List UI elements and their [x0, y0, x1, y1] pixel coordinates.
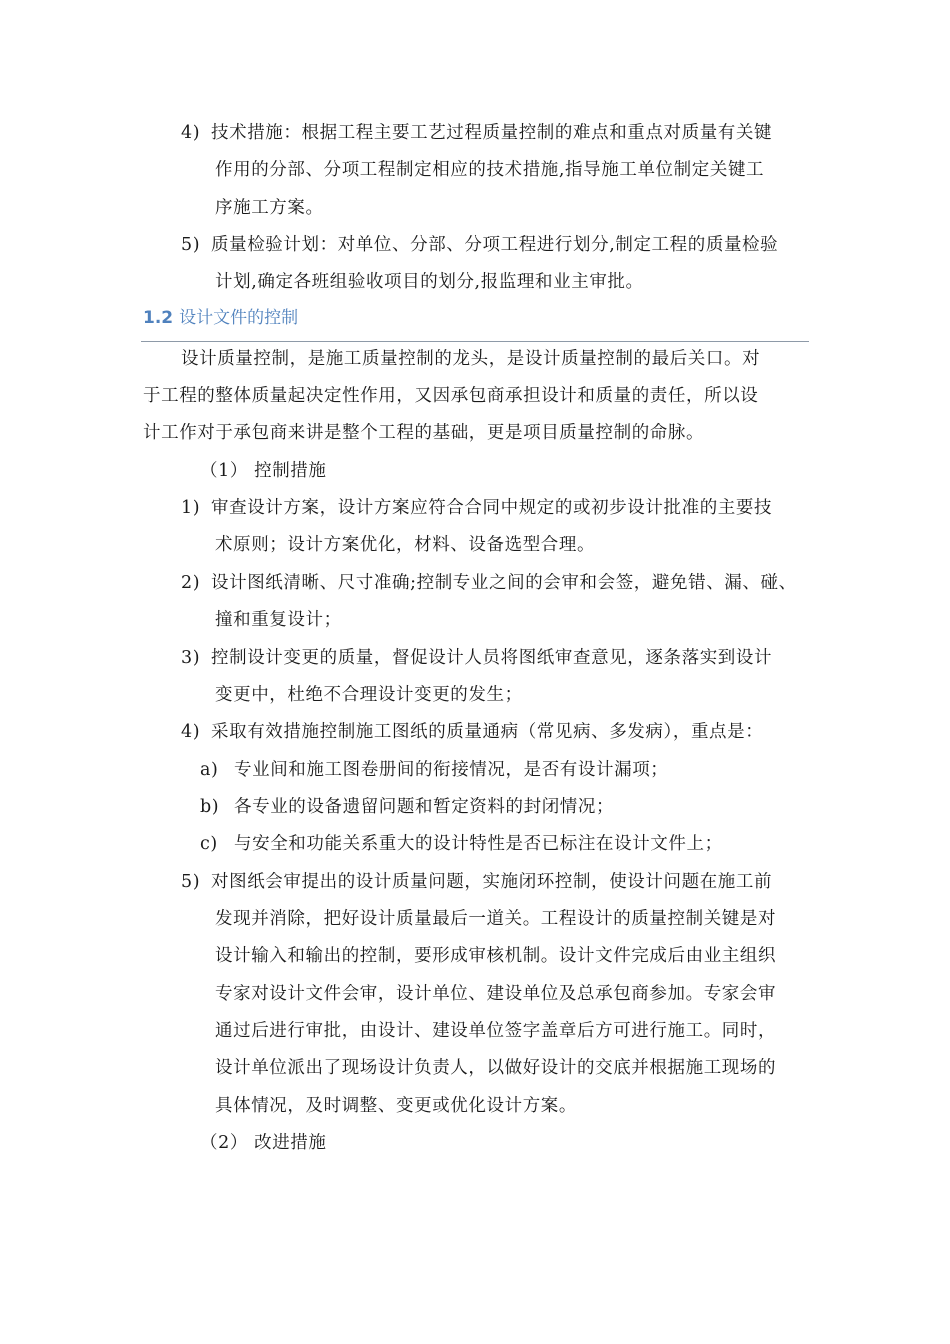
list-item-text: 具体情况，及时调整、变更或优化设计方案。: [215, 1096, 577, 1116]
list-item-text: 质量检验计划：对单位、分部、分项工程进行划分,制定工程的质量检验: [211, 235, 779, 255]
list-marker: 3): [181, 648, 201, 668]
sublist-item-text: 与安全和功能关系重大的设计特性是否已标注在设计文件上；: [234, 834, 723, 854]
list-item-text: 审查设计方案，设计方案应符合合同中规定的或初步设计批准的主要技: [211, 498, 773, 518]
list-marker: 1): [181, 498, 201, 518]
list-item-text: 变更中，杜绝不合理设计变更的发生；: [215, 685, 523, 705]
list-marker: 4): [181, 722, 201, 742]
list-item-text: 通过后进行审批，由设计、建设单位签字盖章后方可进行施工。同时，: [215, 1021, 777, 1041]
list-item-text: 设计输入和输出的控制，要形成审核机制。设计文件完成后由业主组织: [215, 946, 777, 966]
subheading: （2） 改进措施: [200, 1133, 327, 1153]
paragraph-line: 计工作对于承包商来讲是整个工程的基础，更是项目质量控制的命脉。: [143, 423, 705, 443]
list-marker: 5): [181, 235, 201, 255]
list-item-text: 专家对设计文件会审，设计单位、建设单位及总承包商参加。专家会审: [215, 984, 777, 1004]
list-item-text: 发现并消除，把好设计质量最后一道关。工程设计的质量控制关键是对: [215, 909, 777, 929]
list-item-text: 序施工方案。: [215, 198, 324, 218]
list-marker: 5): [181, 872, 201, 892]
sublist-marker: b): [200, 797, 220, 817]
section-number: 1.2: [143, 308, 174, 328]
paragraph-line: 于工程的整体质量起决定性作用，又因承包商承担设计和质量的责任，所以设: [143, 386, 759, 406]
sublist-item-text: 专业间和施工图卷册间的衔接情况，是否有设计漏项；: [234, 760, 669, 780]
list-item-text: 控制设计变更的质量，督促设计人员将图纸审查意见，逐条落实到设计: [211, 648, 773, 668]
list-item-text: 技术措施：根据工程主要工艺过程质量控制的难点和重点对质量有关键: [211, 123, 773, 143]
list-item-text: 计划,确定各班组验收项目的划分,报监理和业主审批。: [215, 272, 644, 292]
list-item-text: 撞和重复设计；: [215, 610, 342, 630]
list-item-text: 采取有效措施控制施工图纸的质量通病（常见病、多发病），重点是：: [211, 722, 764, 742]
paragraph-line: 设计质量控制，是施工质量控制的龙头，是设计质量控制的最后关口。对: [181, 349, 761, 369]
sublist-marker: a): [200, 760, 219, 780]
list-item-text: 作用的分部、分项工程制定相应的技术措施,指导施工单位制定关键工: [215, 160, 765, 180]
heading-rule: [141, 341, 809, 342]
sublist-item-text: 各专业的设备遗留问题和暂定资料的封闭情况；: [234, 797, 615, 817]
section-title: 设计文件的控制: [179, 308, 299, 328]
list-marker: 4): [181, 123, 201, 143]
list-marker: 2): [181, 573, 201, 593]
list-item-text: 设计单位派出了现场设计负责人，以做好设计的交底并根据施工现场的: [215, 1058, 777, 1078]
subheading: （1） 控制措施: [200, 461, 327, 481]
section-heading: [143, 305, 298, 331]
list-item-text: 术原则；设计方案优化，材料、设备选型合理。: [215, 535, 596, 555]
list-item-text: 对图纸会审提出的设计质量问题，实施闭环控制，使设计问题在施工前: [211, 872, 773, 892]
list-item-text: 设计图纸清晰、尺寸准确;控制专业之间的会审和会签，避免错、漏、碰、: [211, 573, 797, 593]
sublist-marker: c): [200, 834, 218, 854]
